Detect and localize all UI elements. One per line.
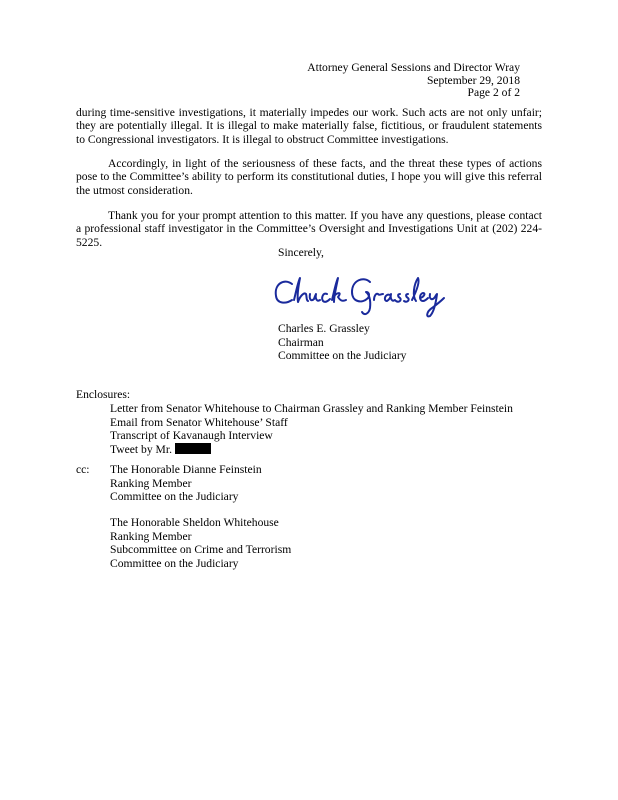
cc-recipient-role: Ranking Member (110, 476, 192, 490)
cc-label: cc: (76, 463, 90, 476)
body-paragraph-3: Thank you for your prompt attention to this matter. If you have any questions, please contact a professional staff investigator in the Committee’s Oversight and Investigations Unit at (202) 224-5225. (76, 209, 542, 249)
list-item: Transcript of Kavanaugh Interview (110, 429, 273, 443)
header-date: September 29, 2018 (426, 73, 520, 87)
signer-block (278, 322, 406, 363)
header-page-number: Page 2 of 2 (467, 86, 520, 100)
cc-recipient-feinstein (110, 463, 262, 504)
handwritten-signature (270, 270, 450, 322)
header-addressees: Attorney General Sessions and Director Wray (307, 61, 520, 74)
tweet-enclosure-text: Tweet by Mr. (110, 442, 172, 456)
redaction-bar (175, 443, 211, 454)
signer-committee: Committee on the Judiciary (278, 349, 407, 363)
cc-recipient-name: The Honorable Dianne Feinstein (110, 463, 262, 476)
page-header (307, 62, 520, 100)
enclosures-label: Enclosures: (76, 388, 131, 401)
signer-name: Charles E. Grassley (278, 322, 370, 335)
body-paragraph-1: during time-sensitive investigations, it materially impedes our work. Such acts are not only unfair; they are potentially illegal. It is illegal to make materially false, fictitious, or fraudulent statements to Congressional investigators. It is illegal to obstruct Committee investigations. (76, 106, 542, 146)
cc-recipient-whitehouse (110, 516, 291, 570)
list-item: Email from Senator Whitehouse’ Staff (110, 415, 288, 429)
closing-salutation: Sincerely, (278, 246, 324, 259)
cc-recipient-subcommittee: Subcommittee on Crime and Terrorism (110, 543, 292, 557)
body-paragraph-2: Accordingly, in light of the seriousness of these facts, and the threat these types of actions pose to the Committee’s ability to perform its constitutional duties, I hope you will give this referral the utmost consideration. (76, 157, 542, 197)
signer-title: Chairman (278, 335, 324, 349)
cc-recipient-role: Ranking Member (110, 529, 192, 543)
enclosures-list (110, 402, 513, 456)
cc-recipient-committee: Committee on the Judiciary (110, 556, 239, 570)
list-item: Letter from Senator Whitehouse to Chairman Grassley and Ranking Member Feinstein (110, 402, 513, 415)
cc-recipient-committee: Committee on the Judiciary (110, 490, 239, 504)
list-item (110, 443, 513, 457)
cc-recipient-name: The Honorable Sheldon Whitehouse (110, 516, 279, 529)
